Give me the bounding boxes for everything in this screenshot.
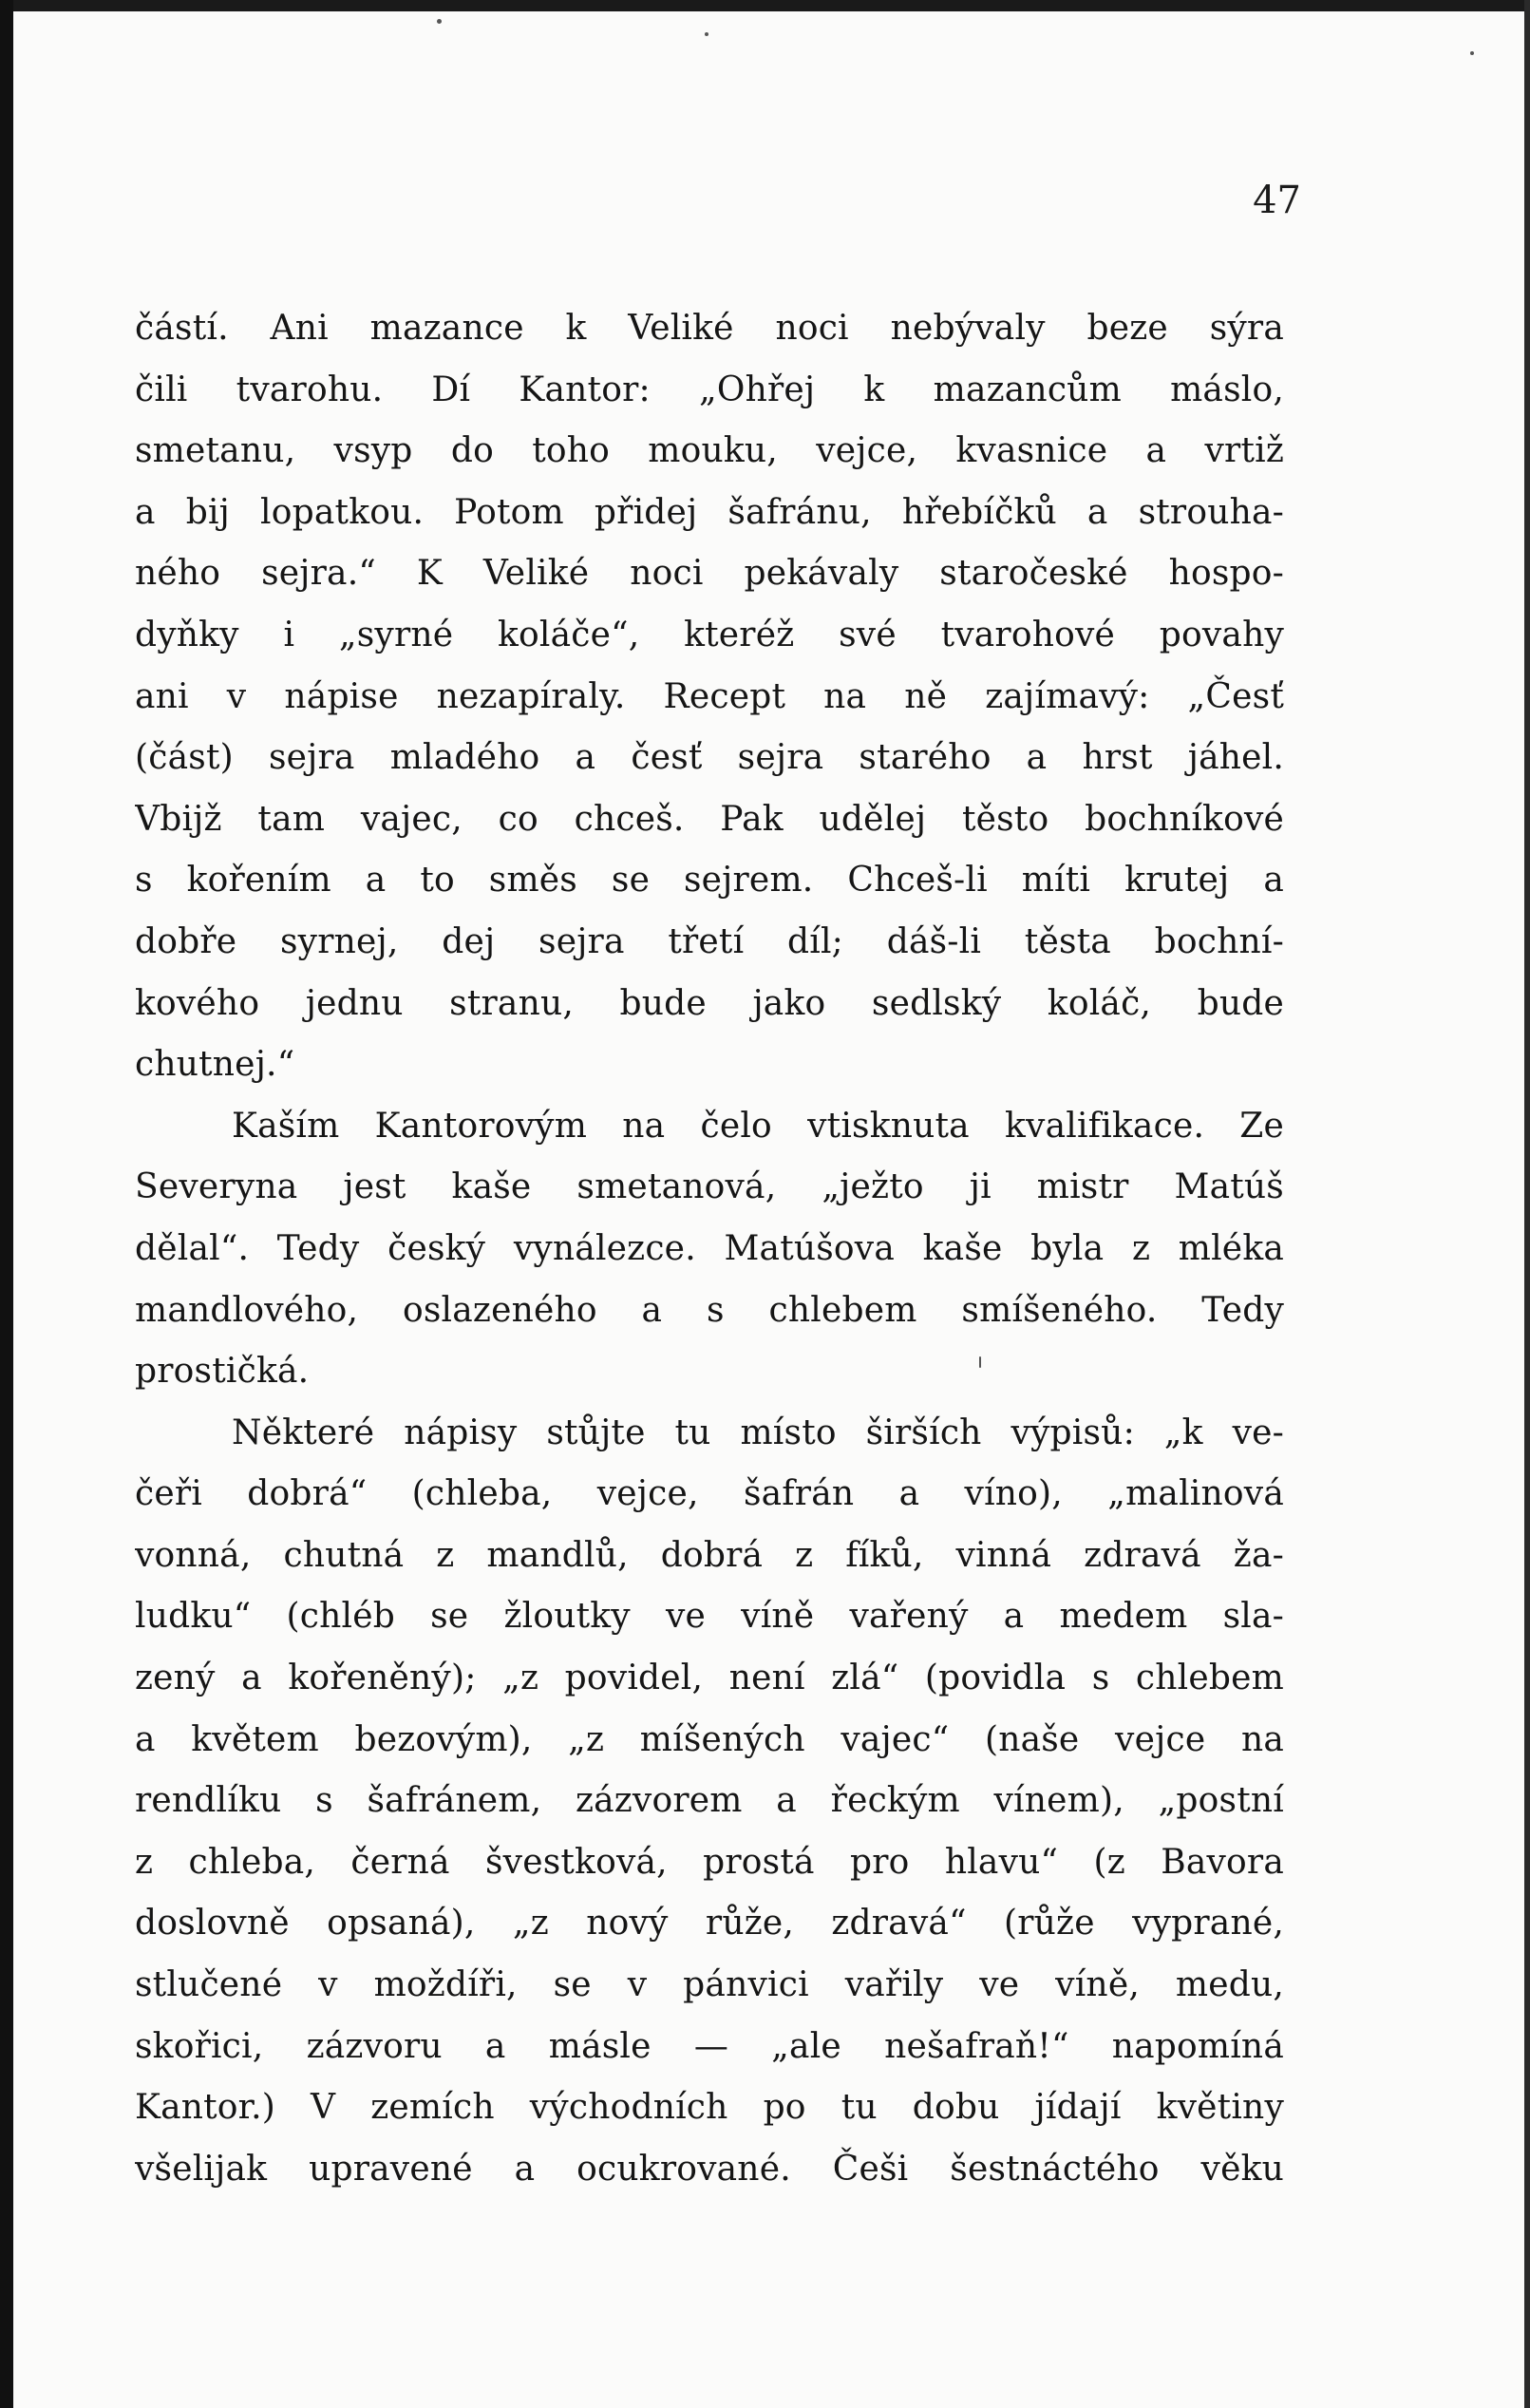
text-line-paragraph-end: prostičká.: [135, 1352, 310, 1392]
text-line: s kořením a to směs se sejrem. Chceš-li míti krutej a: [135, 861, 1284, 901]
text-line: kového jednu stranu, bude jako sedlský koláč, bude: [135, 983, 1284, 1023]
text-line: doslovně opsaná), „z nový růže, zdravá“ (růže vyprané,: [135, 1904, 1284, 1943]
page-number: 47: [1253, 179, 1301, 222]
text-line: a bij lopatkou. Potom přidej šafránu, hřebíčků a strouha-: [135, 492, 1284, 532]
text-line-paragraph-end: chutnej.“: [135, 1045, 295, 1085]
text-line: z chleba, černá švestková, prostá pro hlavu“ (z Bavora: [135, 1842, 1284, 1882]
text-line: dobře syrnej, dej sejra třetí díl; dáš-li těsta bochní-: [135, 921, 1284, 961]
scan-edge-right: [1524, 0, 1530, 2408]
text-line-paragraph-start: Kaším Kantorovým na čelo vtisknuta kvalifikace. Ze: [232, 1106, 1284, 1146]
text-line: mandlového, oslazeného a s chlebem smíšeného. Tedy: [135, 1290, 1284, 1330]
text-line: všelijak upravené a ocukrované. Češi šestnáctého věku: [135, 2149, 1284, 2189]
scan-edge-left: [0, 0, 13, 2408]
text-line: čili tvarohu. Dí Kantor: „Ohřej k mazancům máslo,: [135, 370, 1284, 409]
text-line: ani v nápise nezapíraly. Recept na ně zajímavý: „Česť: [135, 676, 1284, 716]
text-line: dělal“. Tedy český vynálezce. Matúšova kaše byla z mléka: [135, 1228, 1284, 1268]
text-line: ného sejra.“ K Veliké noci pekávaly staročeské hospo-: [135, 554, 1284, 594]
text-line: dyňky i „syrné koláče“, kteréž své tvarohové povahy: [135, 615, 1284, 654]
scan-speck: [437, 19, 442, 24]
text-line: stlučené v moždíři, se v pánvici vařily ve víně, medu,: [135, 1965, 1284, 2005]
text-line: ludku“ (chléb se žloutky ve víně vařený a medem sla-: [135, 1597, 1284, 1637]
text-line: (část) sejra mladého a česť sejra starého a hrst jáhel.: [135, 738, 1284, 778]
text-line: skořici, zázvoru a másle — „ale nešafraň!“ napomíná: [135, 2026, 1284, 2066]
text-line: Kantor.) V zemích východních po tu dobu jídají květiny: [135, 2088, 1284, 2128]
text-line: vonná, chutná z mandlů, dobrá z fíků, vinná zdravá ža-: [135, 1535, 1284, 1575]
text-line-paragraph-start: Některé nápisy stůjte tu místo širších výpisů: „k ve-: [232, 1413, 1284, 1452]
text-line: a květem bezovým), „z míšených vajec“ (naše vejce na: [135, 1719, 1284, 1759]
text-line: částí. Ani mazance k Veliké noci nebývaly beze sýra: [135, 309, 1284, 348]
text-line: rendlíku s šafránem, zázvorem a řeckým vínem), „postní: [135, 1781, 1284, 1821]
scan-speck: [1470, 51, 1474, 55]
scan-edge-top: [0, 0, 1530, 11]
text-line: Vbijž tam vajec, co chceš. Pak udělej těsto bochníkové: [135, 799, 1284, 839]
text-line: zený a kořeněný); „z povidel, není zlá“ (povidla s chlebem: [135, 1659, 1284, 1698]
body-text: [135, 298, 1284, 2200]
text-line: smetanu, vsyp do toho mouku, vejce, kvasnice a vrtiž: [135, 431, 1284, 471]
scan-speck: [705, 32, 708, 36]
text-line: Severyna jest kaše smetanová, „ježto ji mistr Matúš: [135, 1167, 1284, 1207]
text-line: čeři dobrá“ (chleba, vejce, šafrán a víno), „malinová: [135, 1474, 1284, 1514]
